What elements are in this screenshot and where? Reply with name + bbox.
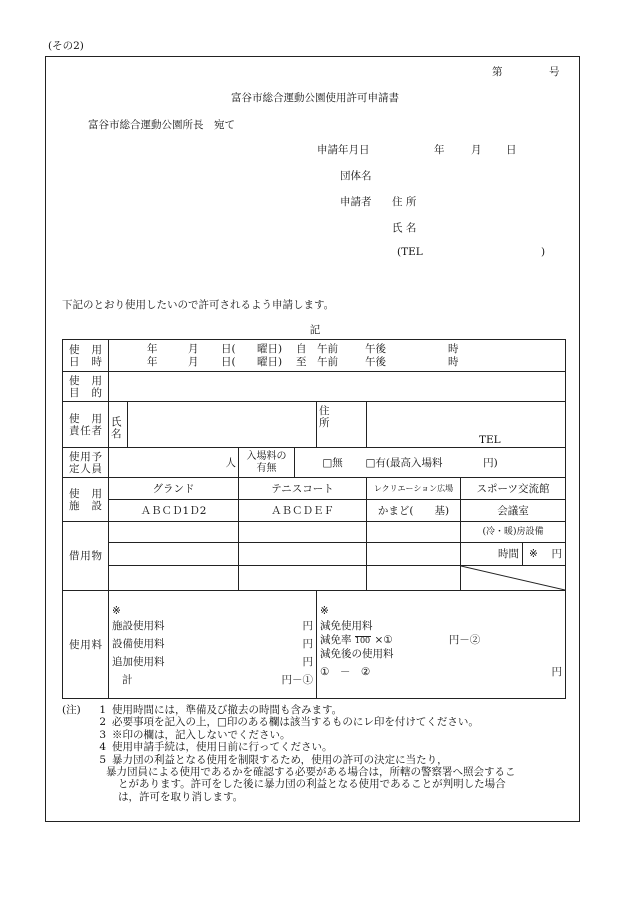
facility-sports-hall: スポーツ交流館 [461,478,566,500]
responsible-tel: TEL [479,434,501,446]
row-borrowed-2 [63,543,566,566]
borrowed-cell-1a[interactable] [109,522,239,543]
planned-people-field[interactable] [109,448,239,478]
dt2-pm: 午後 [365,356,386,368]
intro-text: 下記のとおり使用したいので許可されるよう申請します。 [62,299,335,311]
times-one: ×① [374,634,393,646]
kamado-count[interactable]: かまど( 基) [367,500,461,522]
reduced-fee-label: 減免使用料 [320,620,373,632]
purpose-label: 使用 目的 [63,372,109,402]
note-1-num: 1 [99,704,106,716]
dt1-weekday: 曜日) [257,343,283,355]
reduction-fraction [355,636,371,645]
note-5-num: 5 [99,753,106,766]
yen-two: 円－② [448,634,481,646]
note-1-text: 使用時間には，準備及び撤去の時間も含みます。 [112,704,343,716]
purpose-field[interactable] [109,372,566,402]
admission-none-checkbox[interactable]: □無 [322,456,343,469]
application-date-label: 申請年月日 [317,144,370,156]
dt2-am: 午前 [317,356,338,368]
admission-options [295,448,566,478]
diagonal-line [461,566,565,590]
aircon-hours [461,543,566,566]
row-facility-values [63,500,566,522]
note-4-text: 使用申請手続は，使用日前に行ってください。 [112,741,333,754]
dt2-year: 年 [147,356,158,368]
borrowed-cell-1b[interactable] [239,522,367,543]
date-month: 月 [471,144,482,156]
fee-left [109,591,317,699]
address-label: 住 所 [392,196,417,208]
note-5-cont-2: とがあります。許可をした後に暴力団の利益となる使用であることが判明した場合 [118,778,506,791]
page-note: (その2) [48,40,84,52]
note-3-num: 3 [99,728,106,741]
row-borrowed-1 [63,522,566,543]
ki-mark: 記 [309,324,321,336]
addressee: 富谷市総合運動公園所長 宛て [88,119,235,131]
dt1-hour: 時 [448,343,459,355]
fraction-denominator: 100 [354,635,371,645]
borrowed-cell-1c[interactable] [367,522,461,543]
diagonal-cell [461,566,566,591]
ground-courts[interactable]: ＡＢＣＤ1Ｄ2 [109,500,239,522]
equipment-fee-label: 設備使用料 [112,638,165,650]
hours-label: 時間 [461,543,523,565]
aircon-label: (冷・暖)房設備 [461,522,566,543]
tel-close: ) [541,246,546,258]
borrowed-cell-2b[interactable] [239,543,367,566]
tennis-courts[interactable]: ＡＢＣＤＥＦ [239,500,367,522]
dt2-weekday: 曜日) [257,356,283,368]
admission-yes-checkbox[interactable]: □有(最高入場料 [365,456,443,469]
dt2-hour: 時 [448,356,459,368]
facility-ground: グランド [109,478,239,500]
fee-label: 使用料 [63,591,109,699]
responsible-address-label: 住 所 [317,402,367,448]
number-dai: 第 [492,66,503,78]
hours-yen: 円 [551,548,563,560]
extra-fee-label: 追加使用料 [112,656,165,668]
fee-right [317,591,566,699]
dt2-to: 至 [296,356,307,368]
dt1-from: 自 [296,343,307,355]
dt1-am: 午前 [317,343,338,355]
facility-label: 使用 施設 [63,478,109,522]
tel-open: (TEL [397,246,423,258]
after-reduction-yen: 円 [551,666,563,678]
number-go: 号 [549,66,560,78]
borrowed-cell-3a[interactable] [109,566,239,591]
dt1-year: 年 [147,343,158,355]
facility-tennis: テニスコート [239,478,367,500]
reduction-rate-label: 減免率 [320,634,352,646]
note-2-text: 必要事項を記入の上，□印のある欄は該当するものにレ印を付けてください。 [112,716,479,729]
extra-fee-yen: 円 [302,656,313,668]
name-label: 氏 名 [392,222,417,234]
form-title: 富谷市総合運動公園使用許可申請書 [231,92,399,104]
facility-fee-label: 施設使用料 [112,620,165,632]
application-table [62,339,566,699]
planned-people-label: 使用予 定人員 [63,448,109,478]
borrowed-cell-2c[interactable] [367,543,461,566]
fee-right-kome: ※ [320,605,329,617]
dt1-month: 月 [188,343,199,355]
note-3-text: ※印の欄は，記入しないでください。 [112,728,291,741]
total-yen: 円－① [281,674,313,686]
row-purpose [63,372,566,402]
use-datetime-label: 使用 日時 [63,340,109,372]
people-unit: 人 [225,456,236,469]
note-5-cont-1: 暴力団員による使用であるかを確認する必要がある場合は，所轄の警察署へ照会するこ [106,766,516,779]
fee-formula: ① － ② [320,666,371,678]
applicant-label: 申請者 [340,196,372,208]
dt2-day: 日( [221,356,236,368]
hours-kome: ※ [529,548,538,560]
admission-label: 入場料の 有無 [239,448,295,478]
note-2-num: 2 [99,716,106,729]
after-reduction-label: 減免後の使用料 [320,648,394,660]
responsible-name-label: 氏 名 [109,402,128,448]
facility-fee-yen: 円 [302,620,313,632]
row-fee [63,591,566,699]
admission-yen: 円) [483,456,498,469]
borrowed-cell-3c[interactable] [367,566,461,591]
notes-label: (注) [62,704,81,716]
note-5-cont-3: は，許可を取り消します。 [118,790,244,803]
row-use-datetime [63,340,566,372]
dt1-pm: 午後 [365,343,386,355]
meeting-room[interactable]: 会議室 [461,500,566,522]
note-5-text: 暴力団の利益となる使用を制限するため，使用の許可の決定に当たり， [112,753,448,766]
borrowed-cell-3b[interactable] [239,566,367,591]
note-4-num: 4 [99,741,106,754]
row-facility-names [63,478,566,500]
row-planned-people [63,448,566,478]
responsible-address-field[interactable] [367,402,566,448]
total-label: 計 [122,674,133,686]
responsible-label: 使用 責任者 [63,402,109,448]
equipment-fee-yen: 円 [302,638,313,650]
borrowed-label: 借用物 [63,522,109,591]
fee-left-kome: ※ [112,605,121,617]
date-year: 年 [434,144,445,156]
responsible-name-field[interactable] [128,402,317,448]
organization-label: 団体名 [340,170,372,182]
dt2-month: 月 [188,356,199,368]
dt1-day: 日( [221,343,236,355]
date-day: 日 [506,144,517,156]
facility-recreation: レクリエーション広場 [367,478,461,500]
row-borrowed-3 [63,566,566,591]
borrowed-cell-2a[interactable] [109,543,239,566]
notes [62,704,565,803]
row-responsible [63,402,566,448]
